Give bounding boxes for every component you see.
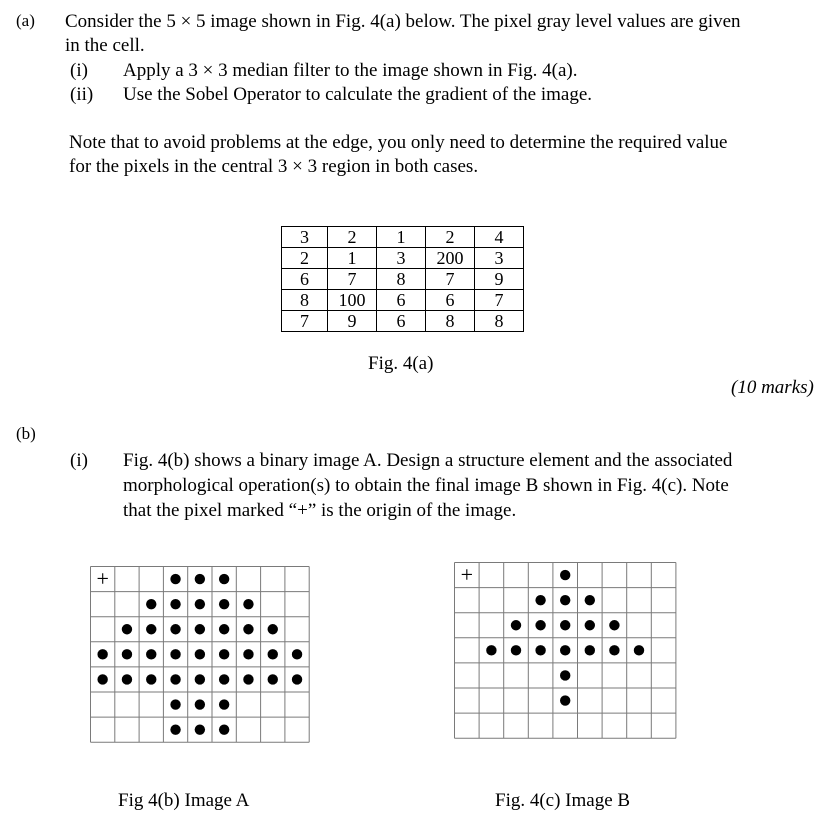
table-cell: 6 [377,311,426,332]
image-a-pixel-dot [243,674,253,684]
image-a-pixel-dot [219,599,229,609]
image-a-pixel-dot [292,649,302,659]
image-a-pixel-dot [170,724,180,734]
image-a-pixel-dot [170,624,180,634]
image-a-pixel-dot [146,649,156,659]
image-a-pixel-dot [195,574,205,584]
image-b-pixel-dot [560,695,570,705]
image-a-pixel-dot [195,649,205,659]
part-b-text-line1: Fig. 4(b) shows a binary image A. Design a structure element and the associated [123,450,733,471]
image-a-pixel-dot [219,649,229,659]
image-b-pixel-dot [585,645,595,655]
table-cell: 100 [328,290,377,311]
image-a-pixel-dot [268,624,278,634]
table-cell: 6 [282,269,328,290]
image-b-pixel-dot [560,595,570,605]
image-b-pixel-dot [609,645,619,655]
image-b-pixel-dot [560,620,570,630]
image-a-pixel-dot [268,674,278,684]
image-b-pixel-dot [535,620,545,630]
image-a-pixel-dot [170,649,180,659]
table-row [282,290,524,311]
pixel-value-table [281,226,524,332]
image-b-caption: Fig. 4(c) Image B [495,790,631,811]
image-a-pixel-dot [268,649,278,659]
table-row [282,227,524,248]
image-b-pixel-dot [560,570,570,580]
image-a-pixel-dot [292,674,302,684]
part-a-note-line1: Note that to avoid problems at the edge, you only need to determine the required value [69,132,728,153]
image-a-pixel-dot [195,674,205,684]
image-a-pixel-dot [219,624,229,634]
table-cell: 9 [475,269,524,290]
image-a-pixel-dot [243,599,253,609]
table-cell: 4 [475,227,524,248]
image-a-pixel-dot [243,624,253,634]
part-a-intro-line1: Consider the 5 × 5 image shown in Fig. 4(a) below. The pixel gray level values are given [65,11,741,32]
table-cell: 1 [377,227,426,248]
table-row [282,311,524,332]
image-a-pixel-dot [219,699,229,709]
table-cell: 1 [328,248,377,269]
image-b-pixel-dot [634,645,644,655]
image-a-pixel-dot [219,574,229,584]
image-a-pixel-dot [219,724,229,734]
image-b-pixel-dot [535,645,545,655]
image-a-pixel-dot [195,699,205,709]
table-cell: 8 [475,311,524,332]
image-a-pixel-dot [122,649,132,659]
part-b-text-line2: morphological operation(s) to obtain the final image B shown in Fig. 4(c). Note [123,475,729,496]
table-cell: 8 [377,269,426,290]
table-row [282,248,524,269]
image-b-pixel-dot [511,620,521,630]
image-a-pixel-dot [146,674,156,684]
image-a-pixel-dot [122,624,132,634]
table-cell: 7 [328,269,377,290]
table-cell: 7 [426,269,475,290]
part-a-note-line2: for the pixels in the central 3 × 3 region in both cases. [69,156,479,177]
image-a-pixel-dot [146,624,156,634]
image-a-pixel-dot [122,674,132,684]
table-row [282,269,524,290]
binary-image-a [90,566,312,746]
table-cell: 3 [282,227,328,248]
table-cell: 6 [377,290,426,311]
fig-4a-caption: Fig. 4(a) [368,353,434,374]
image-b-pixel-dot [609,620,619,630]
part-b-label: (b) [16,424,36,443]
image-a-pixel-dot [97,674,107,684]
image-a-pixel-dot [146,599,156,609]
image-a-pixel-dot [97,649,107,659]
table-cell: 8 [282,290,328,311]
image-b-pixel-dot [486,645,496,655]
image-a-pixel-dot [195,624,205,634]
image-b-pixel-dot [585,620,595,630]
table-cell: 6 [426,290,475,311]
part-a-item-num-2: (ii) [70,84,94,105]
image-a-pixel-dot [219,674,229,684]
table-cell: 200 [426,248,475,269]
image-a-pixel-dot [170,699,180,709]
image-a-pixel-dot [195,599,205,609]
part-a-intro-line2: in the cell. [65,35,145,56]
binary-image-b [454,562,678,742]
table-cell: 7 [475,290,524,311]
image-b-pixel-dot [511,645,521,655]
image-b-pixel-dot [560,670,570,680]
part-b-text-line3: that the pixel marked “+” is the origin of the image. [123,500,517,521]
image-a-caption: Fig 4(b) Image A [118,790,250,811]
part-a-item-text-1: Apply a 3 × 3 median filter to the image shown in Fig. 4(a). [123,60,578,81]
image-a-pixel-dot [170,574,180,584]
table-cell: 3 [475,248,524,269]
image-a-pixel-dot [243,649,253,659]
table-cell: 2 [328,227,377,248]
part-a-item-text-2: Use the Sobel Operator to calculate the gradient of the image. [123,84,593,105]
image-a-pixel-dot [170,599,180,609]
image-a-origin-marker: + [96,566,109,592]
image-a-pixel-dot [170,674,180,684]
part-b-item-num: (i) [70,450,88,471]
table-cell: 7 [282,311,328,332]
image-b-pixel-dot [535,595,545,605]
table-cell: 2 [282,248,328,269]
part-a-item-num-1: (i) [70,60,88,81]
image-b-pixel-dot [560,645,570,655]
image-a-pixel-dot [195,724,205,734]
table-cell: 8 [426,311,475,332]
table-cell: 3 [377,248,426,269]
image-b-origin-marker: + [460,562,474,588]
marks-label: (10 marks) [731,377,814,398]
table-cell: 9 [328,311,377,332]
table-cell: 2 [426,227,475,248]
image-b-pixel-dot [585,595,595,605]
part-a-label: (a) [16,11,35,30]
